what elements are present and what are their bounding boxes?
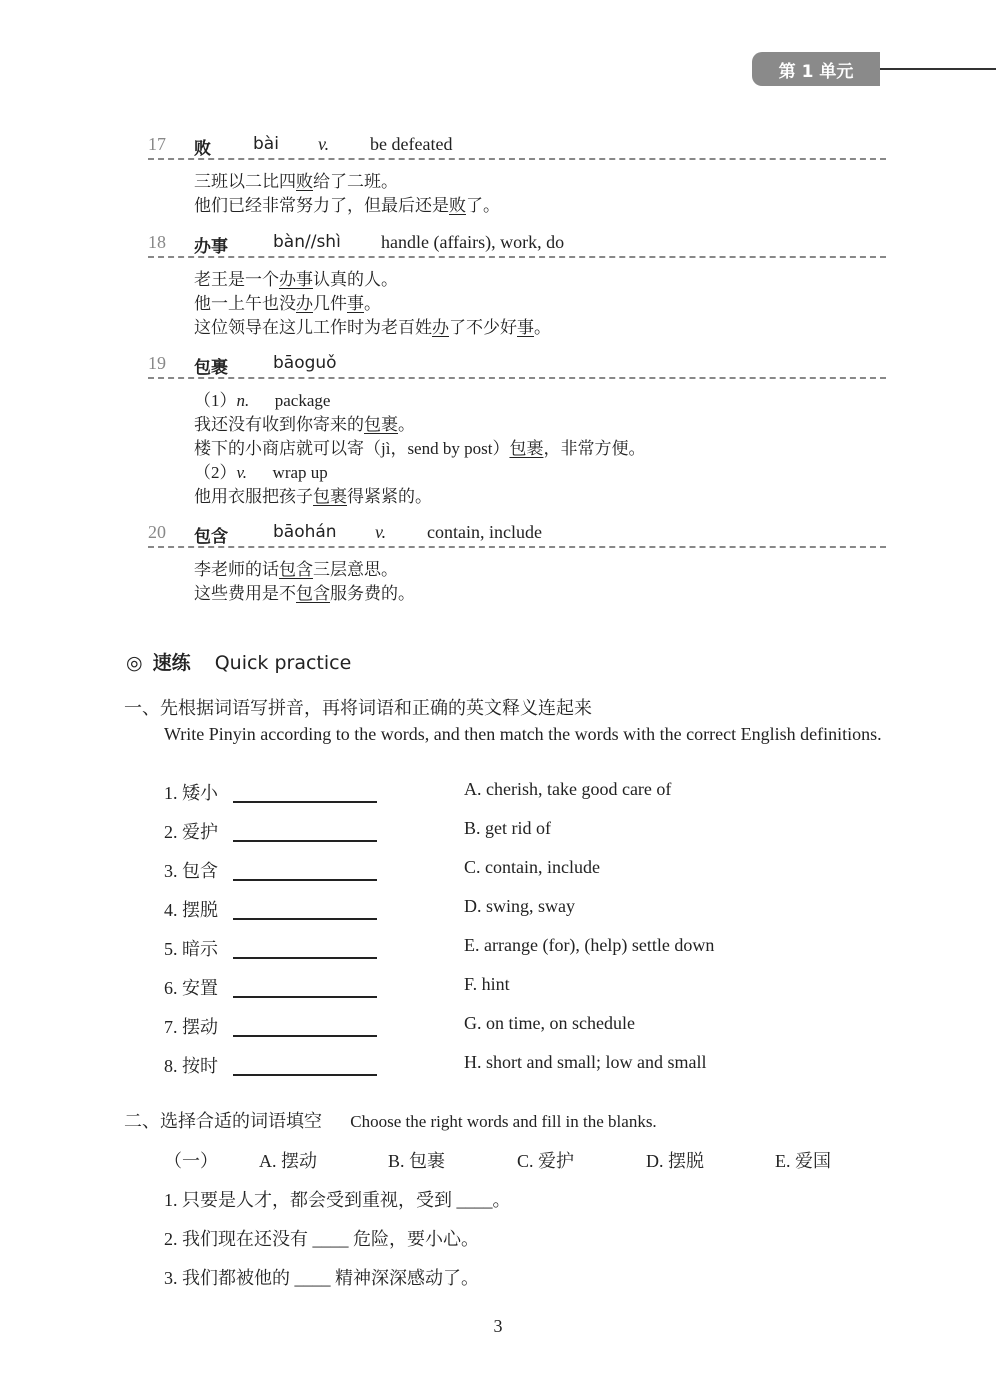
definition-item: C. contain, include bbox=[464, 857, 600, 877]
sentence-text: ，非常方便。 bbox=[543, 439, 646, 458]
example-sentence bbox=[194, 558, 886, 582]
definition-item: F. hint bbox=[464, 974, 510, 994]
entry-definition: handle (affairs), work, do bbox=[381, 232, 565, 252]
entry-number: 18 bbox=[148, 232, 166, 252]
entry-number: 19 bbox=[148, 353, 166, 373]
vocab-entry bbox=[148, 520, 886, 606]
fill-sentence: 1. 只要是人才，都会受到重视，受到 ____。 bbox=[164, 1190, 511, 1210]
definition-item: D. swing, sway bbox=[464, 896, 575, 916]
sentence-text: （2） bbox=[194, 463, 237, 482]
entry-header bbox=[148, 230, 886, 256]
entry-pos: v. bbox=[318, 134, 330, 154]
sentence-text: wrap up bbox=[247, 463, 328, 482]
entry-word: 包含 bbox=[194, 527, 228, 547]
exercise2-title-cn: 二、选择合适的词语填空 bbox=[124, 1111, 322, 1132]
word-option: B. 包裹 bbox=[388, 1151, 446, 1171]
sentence-text: package bbox=[249, 391, 331, 410]
sentence-text: 他们已经非常努力了，但最后还是 bbox=[194, 196, 449, 215]
example-sentence bbox=[194, 268, 886, 292]
sentence-text: n. bbox=[236, 391, 250, 410]
sentence-text: 三班以二比四 bbox=[194, 172, 296, 191]
definition-item: G. on time, on schedule bbox=[464, 1013, 635, 1033]
pinyin-blank[interactable] bbox=[233, 918, 377, 920]
underlined-word: 包裹 bbox=[313, 487, 347, 506]
circle-marker-icon: ◎ bbox=[126, 652, 143, 674]
underlined-word: 事 bbox=[517, 318, 534, 337]
word-item: 1. 矮小 bbox=[164, 783, 218, 803]
word-option: D. 摆脱 bbox=[646, 1151, 704, 1171]
underlined-word: 败 bbox=[296, 172, 313, 191]
entry-header bbox=[148, 520, 886, 546]
entry-pinyin: bāoguǒ bbox=[273, 353, 337, 373]
sentence-text: 。 bbox=[534, 318, 551, 337]
sentence-text: 几件 bbox=[313, 294, 347, 313]
definition-item: B. get rid of bbox=[464, 818, 551, 838]
matching-row bbox=[164, 1013, 864, 1039]
word-item: 2. 爱护 bbox=[164, 822, 218, 842]
entry-number: 20 bbox=[148, 522, 166, 542]
underlined-word: 包裹 bbox=[509, 439, 544, 458]
underlined-word: 事 bbox=[347, 294, 364, 313]
example-sentence bbox=[194, 316, 886, 340]
sentence-text: （1） bbox=[194, 391, 237, 410]
fill-sentence: 3. 我们都被他的 ____ 精神深深感动了。 bbox=[164, 1268, 479, 1288]
entry-definition: contain, include bbox=[427, 522, 542, 542]
sentence-text: 楼下的小商店就可以寄（jì，send by post） bbox=[194, 439, 510, 458]
sentence-text: 。 bbox=[364, 294, 381, 313]
sentence-text: 他用衣服把孩子 bbox=[194, 487, 313, 506]
matching-row bbox=[164, 896, 864, 922]
entry-pinyin: bàn//shì bbox=[273, 232, 341, 252]
example-sentence bbox=[194, 413, 886, 437]
matching-row bbox=[164, 974, 864, 1000]
underlined-word: 办 bbox=[296, 294, 313, 313]
sentence-text: 给了二班。 bbox=[313, 172, 398, 191]
sentence-text: 这位领导在这儿工作时为老百姓 bbox=[194, 318, 432, 337]
sentence-text: 他一上午也没 bbox=[194, 294, 296, 313]
exercise1-title: 一、先根据词语写拼音，再将词语和正确的英文释义连起来 bbox=[124, 698, 592, 719]
example-sentence bbox=[194, 292, 886, 316]
entry-header bbox=[148, 351, 886, 377]
definition-item: A. cherish, take good care of bbox=[464, 779, 672, 799]
example-sentences bbox=[194, 170, 886, 218]
exercise2-title bbox=[124, 1107, 657, 1133]
matching-row bbox=[164, 818, 864, 844]
quick-practice-en: Quick practice bbox=[214, 652, 352, 674]
word-item: 6. 安置 bbox=[164, 978, 218, 998]
example-sentence bbox=[194, 582, 886, 606]
unit-tab: 第 1 单元 bbox=[752, 52, 880, 86]
word-item: 8. 按时 bbox=[164, 1056, 218, 1076]
header-rule bbox=[880, 68, 996, 70]
sentence-text: 李老师的话 bbox=[194, 560, 279, 579]
underlined-word: 包裹 bbox=[364, 415, 398, 434]
vocab-entry bbox=[148, 351, 886, 509]
example-sentences bbox=[194, 268, 886, 340]
pinyin-blank[interactable] bbox=[233, 996, 377, 998]
definition-item: E. arrange (for), (help) settle down bbox=[464, 935, 715, 955]
exercise1-instruction: Write Pinyin according to the words, and then match the words with the correct English definitions. bbox=[164, 724, 882, 744]
page-number: 3 bbox=[493, 1316, 503, 1336]
vocab-entry bbox=[148, 230, 886, 340]
entry-pos: v. bbox=[375, 522, 387, 542]
entry-word: 败 bbox=[194, 139, 211, 159]
word-item: 4. 摆脱 bbox=[164, 900, 218, 920]
underlined-word: 包含 bbox=[296, 584, 330, 603]
vocab-entry bbox=[148, 132, 886, 218]
quick-practice-cn: 速练 bbox=[152, 652, 191, 674]
sentence-text: 三层意思。 bbox=[313, 560, 398, 579]
pinyin-blank[interactable] bbox=[233, 1074, 377, 1076]
group-label: （一） bbox=[164, 1151, 218, 1171]
underlined-word: 办事 bbox=[279, 270, 313, 289]
pinyin-blank[interactable] bbox=[233, 840, 377, 842]
matching-row bbox=[164, 1052, 864, 1078]
example-sentences bbox=[194, 558, 886, 606]
sentence-text: 认真的人。 bbox=[313, 270, 398, 289]
entry-pinyin: bài bbox=[253, 134, 279, 154]
pinyin-blank[interactable] bbox=[233, 957, 377, 959]
quick-practice-heading bbox=[126, 648, 351, 675]
dashed-divider bbox=[148, 546, 886, 548]
sentence-text: 服务费的。 bbox=[330, 584, 415, 603]
sentence-text: 了。 bbox=[466, 196, 500, 215]
sentence-text: 老王是一个 bbox=[194, 270, 279, 289]
entry-word: 办事 bbox=[194, 237, 228, 257]
example-sentence bbox=[194, 194, 886, 218]
sentence-text: v. bbox=[236, 463, 248, 482]
entry-definition: be defeated bbox=[370, 134, 453, 154]
example-sentence bbox=[194, 170, 886, 194]
definition-item: H. short and small; low and small bbox=[464, 1052, 707, 1072]
pinyin-blank[interactable] bbox=[233, 1035, 377, 1037]
word-option: E. 爱国 bbox=[775, 1151, 831, 1171]
pinyin-blank[interactable] bbox=[233, 801, 377, 803]
word-option: A. 摆动 bbox=[259, 1151, 317, 1171]
sentence-text: 了不少好 bbox=[449, 318, 517, 337]
example-sentences bbox=[194, 389, 886, 509]
sentence-text: 这些费用是不 bbox=[194, 584, 296, 603]
word-option: C. 爱护 bbox=[517, 1151, 575, 1171]
sentence-text: 。 bbox=[398, 415, 415, 434]
entry-pinyin: bāohán bbox=[273, 522, 337, 542]
entry-number: 17 bbox=[148, 134, 166, 154]
example-sentence bbox=[194, 437, 886, 461]
word-item: 3. 包含 bbox=[164, 861, 218, 881]
dashed-divider bbox=[148, 377, 886, 379]
fill-sentence: 2. 我们现在还没有 ____ 危险，要小心。 bbox=[164, 1229, 479, 1249]
word-item: 5. 暗示 bbox=[164, 939, 218, 959]
entry-word: 包裹 bbox=[194, 358, 228, 378]
underlined-word: 包含 bbox=[279, 560, 313, 579]
example-sentence bbox=[194, 389, 886, 413]
pinyin-blank[interactable] bbox=[233, 879, 377, 881]
example-sentence bbox=[194, 461, 886, 485]
dashed-divider bbox=[148, 158, 886, 160]
underlined-word: 办 bbox=[432, 318, 449, 337]
sentence-text: 我还没有收到你寄来的 bbox=[194, 415, 364, 434]
dashed-divider bbox=[148, 256, 886, 258]
matching-row bbox=[164, 857, 864, 883]
matching-row bbox=[164, 779, 864, 805]
exercise2-title-en: Choose the right words and fill in the blanks. bbox=[350, 1112, 657, 1131]
matching-row bbox=[164, 935, 864, 961]
entry-header bbox=[148, 132, 886, 158]
example-sentence bbox=[194, 485, 886, 509]
sentence-text: 得紧紧的。 bbox=[347, 487, 432, 506]
word-item: 7. 摆动 bbox=[164, 1017, 218, 1037]
underlined-word: 败 bbox=[449, 196, 466, 215]
